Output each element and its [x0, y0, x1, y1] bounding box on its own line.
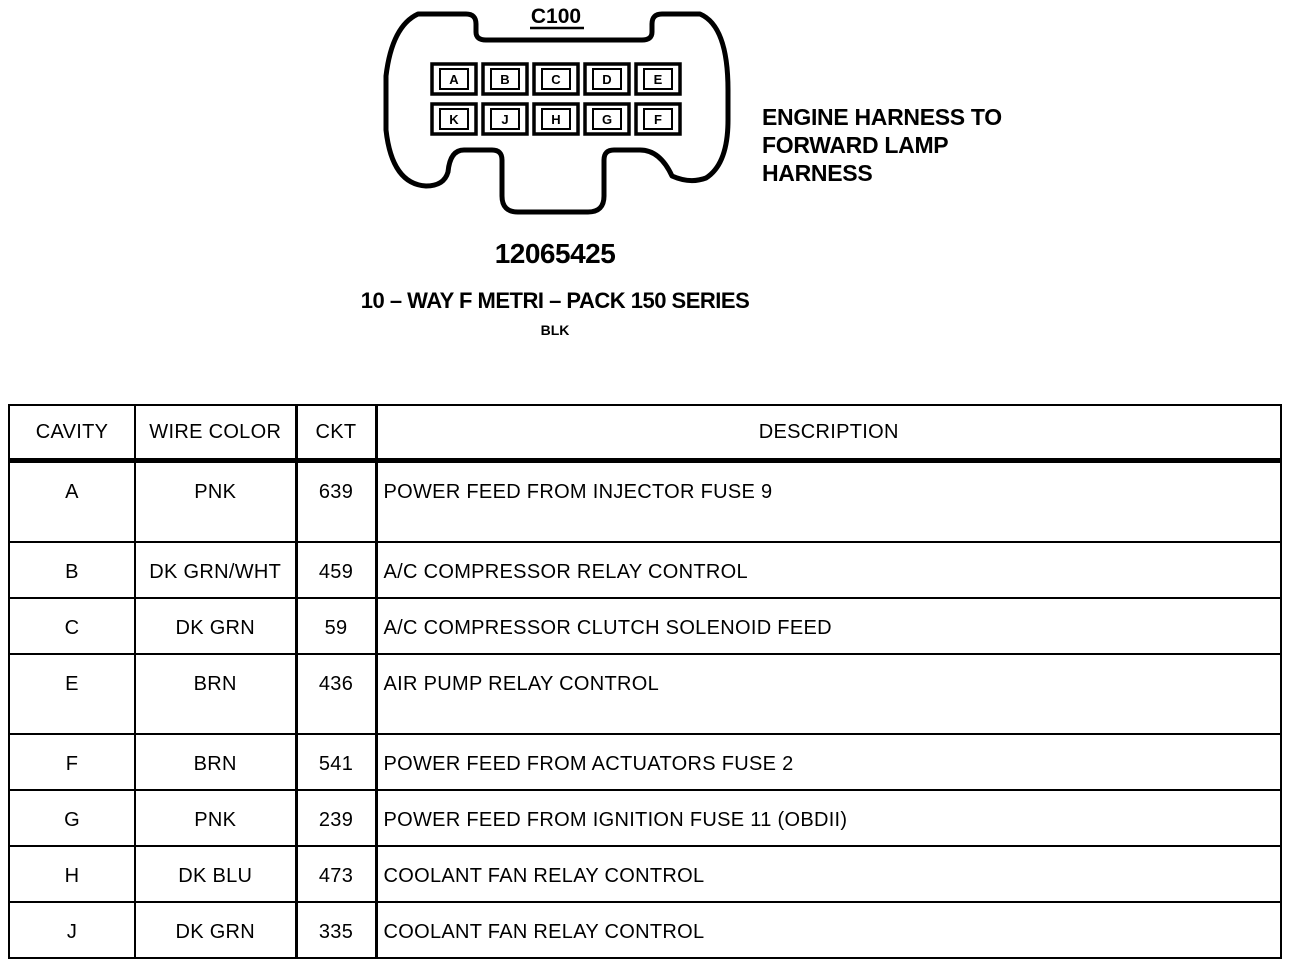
harness-caption — [762, 103, 1002, 187]
cell-wire-color: DK GRN — [135, 598, 296, 654]
header-cavity: CAVITY — [9, 405, 135, 461]
cell-description: COOLANT FAN RELAY CONTROL — [376, 846, 1281, 902]
table-row — [9, 654, 1281, 734]
cell-wire-color: BRN — [135, 734, 296, 790]
table-row — [9, 846, 1281, 902]
cavity-b-label: B — [500, 72, 510, 87]
cell-description: POWER FEED FROM INJECTOR FUSE 9 — [376, 461, 1281, 543]
cell-cavity: A — [9, 461, 135, 543]
cavity-j-label: J — [501, 112, 509, 127]
header-wire-color: WIRE COLOR — [135, 405, 296, 461]
part-number: 12065425 — [494, 238, 616, 269]
cell-description: AIR PUMP RELAY CONTROL — [376, 654, 1281, 734]
cavity-k-label: K — [449, 112, 459, 127]
cell-wire-color: DK BLU — [135, 846, 296, 902]
cavity-a-label: A — [449, 72, 459, 87]
cell-wire-color: PNK — [135, 790, 296, 846]
caption-line-1: ENGINE HARNESS TO — [762, 104, 1002, 130]
table-row — [9, 598, 1281, 654]
cell-wire-color: PNK — [135, 461, 296, 543]
table-row — [9, 542, 1281, 598]
cell-ckt: 459 — [296, 542, 376, 598]
cavity-e-label: E — [653, 72, 663, 87]
table-header-row — [9, 405, 1281, 461]
cell-ckt: 436 — [296, 654, 376, 734]
part-description: 10 – WAY F METRI – PACK 150 SERIES — [360, 288, 750, 313]
table-row — [9, 734, 1281, 790]
caption-line-3: HARNESS — [762, 160, 873, 186]
cell-description: POWER FEED FROM IGNITION FUSE 11 (OBDII) — [376, 790, 1281, 846]
cell-cavity: E — [9, 654, 135, 734]
cell-ckt: 473 — [296, 846, 376, 902]
header-description: DESCRIPTION — [376, 405, 1281, 461]
cell-cavity: C — [9, 598, 135, 654]
cell-ckt: 59 — [296, 598, 376, 654]
cell-description: COOLANT FAN RELAY CONTROL — [376, 902, 1281, 958]
cell-wire-color: DK GRN — [135, 902, 296, 958]
cavity-grid — [432, 64, 680, 134]
cavity-d-label: D — [602, 72, 612, 87]
cell-ckt: 639 — [296, 461, 376, 543]
cell-cavity: H — [9, 846, 135, 902]
table-row — [9, 461, 1281, 543]
cavity-h-label: H — [551, 112, 561, 127]
cell-ckt: 335 — [296, 902, 376, 958]
cell-wire-color: BRN — [135, 654, 296, 734]
cell-ckt: 239 — [296, 790, 376, 846]
cell-ckt: 541 — [296, 734, 376, 790]
cell-wire-color: DK GRN/WHT — [135, 542, 296, 598]
pinout-table — [8, 404, 1282, 959]
cell-description: POWER FEED FROM ACTUATORS FUSE 2 — [376, 734, 1281, 790]
cavity-g-label: G — [601, 112, 613, 127]
cell-cavity: G — [9, 790, 135, 846]
cell-description: A/C COMPRESSOR RELAY CONTROL — [376, 542, 1281, 598]
cell-cavity: J — [9, 902, 135, 958]
table-row — [9, 902, 1281, 958]
table-row — [9, 790, 1281, 846]
caption-line-2: FORWARD LAMP — [762, 132, 949, 158]
cavity-f-label: F — [654, 112, 662, 127]
part-color: BLK — [540, 322, 570, 338]
cell-description: A/C COMPRESSOR CLUTCH SOLENOID FEED — [376, 598, 1281, 654]
header-ckt: CKT — [296, 405, 376, 461]
cell-cavity: B — [9, 542, 135, 598]
connector-id-label: C100 — [530, 5, 582, 28]
cavity-c-label: C — [551, 72, 561, 87]
cell-cavity: F — [9, 734, 135, 790]
